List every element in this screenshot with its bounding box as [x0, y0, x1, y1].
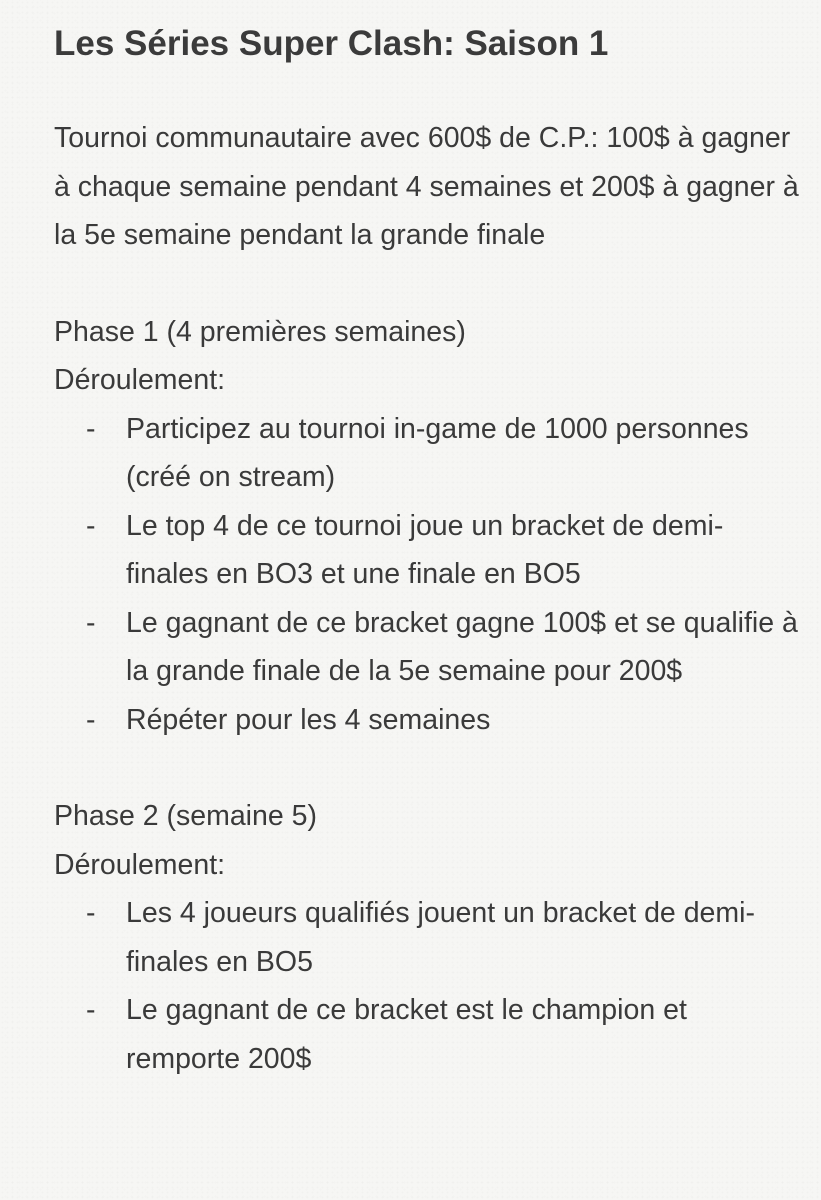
list-item — [54, 502, 804, 599]
list-item-text: Les 4 joueurs qualifiés jouent un bracket de demi-finales en BO5 — [126, 897, 755, 978]
list-item — [54, 405, 804, 502]
phase-2-bullet-list — [54, 889, 804, 1083]
phase-1-label: Déroulement: — [54, 364, 226, 396]
intro-paragraph: Tournoi communautaire avec 600$ de C.P.: 100$ à gagner à chaque semaine pendant 4 semaines et 200$ à gagner à la 5e semaine pendant la grande finale — [54, 122, 799, 251]
note-document[interactable] — [54, 18, 804, 1083]
dash-bullet-icon: - — [86, 606, 96, 639]
phase-2-heading: Phase 2 (semaine 5) — [54, 800, 317, 832]
phase-2-section — [54, 792, 804, 1083]
list-item — [54, 889, 804, 986]
list-item — [54, 986, 804, 1083]
list-item-text: Le gagnant de ce bracket gagne 100$ et se qualifie à la grande finale de la 5e semaine pour 200$ — [126, 606, 798, 687]
note-title: Les Séries Super Clash: Saison 1 — [54, 24, 609, 63]
dash-bullet-icon: - — [86, 897, 96, 929]
list-item-text: Participez au tournoi in-game de 1000 personnes (créé on stream) — [126, 412, 749, 493]
dash-bullet-icon: - — [86, 703, 96, 736]
list-item-text: Répéter pour les 4 semaines — [126, 703, 491, 736]
dash-bullet-icon: - — [86, 994, 96, 1026]
dash-bullet-icon: - — [86, 509, 96, 542]
phase-2-label: Déroulement: — [54, 848, 226, 881]
list-item — [54, 696, 804, 745]
list-item-text: Le gagnant de ce bracket est le champion et remporte 200$ — [126, 994, 687, 1075]
phase-1-heading: Phase 1 (4 premières semaines) — [54, 315, 466, 348]
phase-1-bullet-list — [54, 405, 804, 745]
phase-1-section — [54, 308, 804, 745]
dash-bullet-icon: - — [86, 412, 96, 445]
list-item-text: Le top 4 de ce tournoi joue un bracket de demi-finales en BO3 et une finale en BO5 — [126, 509, 724, 590]
list-item — [54, 599, 804, 696]
